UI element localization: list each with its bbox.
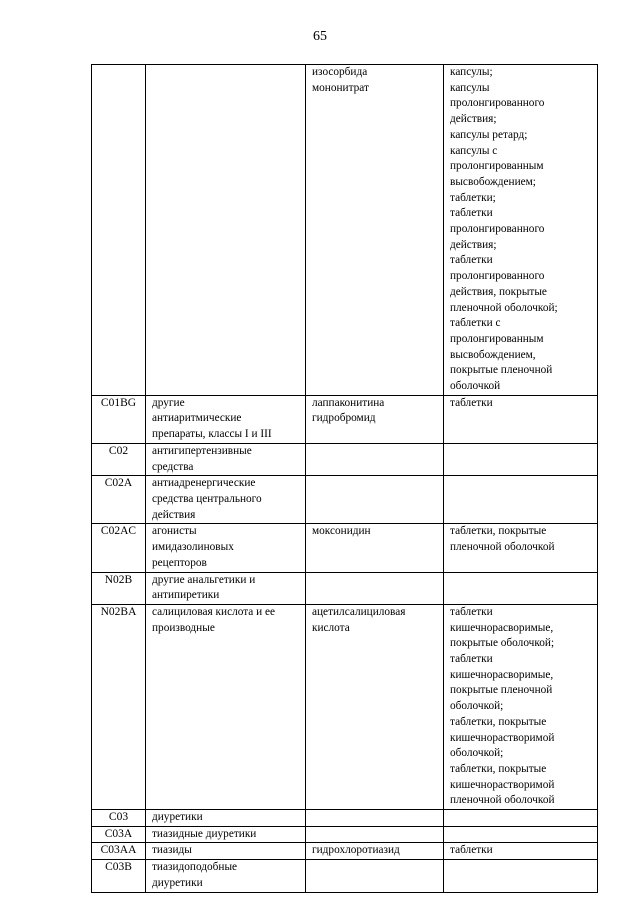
dosage-forms-line: таблетки: [450, 254, 493, 267]
drug-name-cell: [306, 476, 444, 524]
pharmacological-group-cell: [146, 810, 306, 827]
drug-name-line: мононитрат: [312, 81, 369, 94]
dosage-forms-line: пленочной оболочкой;: [450, 301, 558, 314]
atc-code-cell: C03: [92, 810, 146, 827]
dosage-forms-line: таблетки;: [450, 191, 496, 204]
pharmacological-group-line: антигипертензивные: [152, 444, 252, 457]
drug-name-cell: [306, 524, 444, 572]
table-body: [92, 65, 598, 893]
pharmacological-group-line: агонисты: [152, 525, 197, 538]
dosage-forms-line: пролонгированного: [450, 97, 545, 110]
pharmacological-group-cell: [146, 604, 306, 809]
pharmacological-group-line: тиазиды: [152, 844, 192, 857]
drug-name-cell: [306, 604, 444, 809]
drug-name-cell: [306, 572, 444, 604]
table-row: [92, 572, 598, 604]
drug-name-cell: [306, 395, 444, 443]
dosage-forms-line: пленочной оболочкой: [450, 794, 555, 807]
pharmacological-group-line: диуретики: [152, 876, 203, 889]
pharmacological-group-cell: [146, 860, 306, 892]
atc-code-cell: N02BA: [92, 604, 146, 809]
drug-name-line: лаппаконитина: [312, 396, 385, 409]
pharmacological-group-line: антиаритмические: [152, 412, 242, 425]
dosage-forms-line: пленочной оболочкой: [450, 541, 555, 554]
dosage-forms-line: таблетки: [450, 653, 493, 666]
dosage-forms-line: капсулы ретард;: [450, 128, 528, 141]
drug-name-cell: [306, 65, 444, 396]
drug-name-line: гидрохлоротиазид: [312, 844, 400, 857]
atc-code-cell: C03B: [92, 860, 146, 892]
dosage-forms-line: таблетки, покрытые: [450, 762, 547, 775]
dosage-forms-cell: [444, 826, 598, 843]
dosage-forms-cell: [444, 524, 598, 572]
drug-name-line: изосорбида: [312, 66, 368, 78]
dosage-forms-line: пролонгированным: [450, 160, 544, 173]
table-row: [92, 524, 598, 572]
dosage-forms-line: покрытые оболочкой;: [450, 637, 555, 650]
dosage-forms-line: пролонгированного: [450, 223, 545, 236]
pharmacological-group-line: другие анальгетики и: [152, 573, 256, 586]
dosage-forms-line: таблетки: [450, 844, 493, 857]
pharmacological-group-line: диуретики: [152, 811, 203, 824]
table-row: [92, 395, 598, 443]
dosage-forms-line: действия, покрытые: [450, 285, 547, 298]
pharmacological-group-cell: [146, 395, 306, 443]
table-row: [92, 604, 598, 809]
dosage-forms-line: действия;: [450, 238, 497, 251]
drug-name-cell: [306, 843, 444, 860]
dosage-forms-line: таблетки, покрытые: [450, 715, 547, 728]
dosage-forms-cell: [444, 476, 598, 524]
dosage-forms-cell: [444, 860, 598, 892]
dosage-forms-cell: [444, 810, 598, 827]
pharmacological-group-line: средства центрального: [152, 492, 262, 505]
pharmacological-group-line: антипиретики: [152, 589, 220, 602]
pharmacological-group-cell: [146, 572, 306, 604]
dosage-forms-line: кишечнорасворимые,: [450, 668, 554, 681]
drug-name-cell: [306, 826, 444, 843]
dosage-forms-line: капсулы с: [450, 144, 498, 157]
pharmacological-group-line: препараты, классы I и III: [152, 428, 272, 441]
pharmacological-group-line: антиадренергические: [152, 477, 256, 490]
dosage-forms-line: оболочкой;: [450, 700, 504, 713]
pharmacological-group-cell: [146, 826, 306, 843]
atc-code-cell: N02B: [92, 572, 146, 604]
dosage-forms-line: кишечнорастворимой: [450, 731, 555, 744]
atc-code-cell: C03AA: [92, 843, 146, 860]
pharmacological-group-cell: [146, 476, 306, 524]
pharmacological-group-cell: [146, 443, 306, 475]
dosage-forms-line: покрытые пленочной: [450, 684, 553, 697]
drug-name-line: моксонидин: [312, 525, 371, 538]
table-row: [92, 826, 598, 843]
page-number: 65: [313, 29, 327, 44]
drug-name-cell: [306, 443, 444, 475]
dosage-forms-line: кишечнорасворимые,: [450, 621, 554, 634]
atc-code-cell: C02AC: [92, 524, 146, 572]
dosage-forms-line: высвобождением,: [450, 348, 536, 361]
atc-code-cell: C02A: [92, 476, 146, 524]
dosage-forms-line: высвобождением;: [450, 175, 536, 188]
table-row: [92, 843, 598, 860]
dosage-forms-line: кишечнорастворимой: [450, 778, 555, 791]
drug-name-line: кислота: [312, 621, 350, 634]
drug-name-line: ацетилсалициловая: [312, 605, 406, 618]
pharmacological-group-line: другие: [152, 396, 185, 409]
drug-name-line: гидробромид: [312, 412, 376, 425]
drug-name-cell: [306, 860, 444, 892]
drug-name-cell: [306, 810, 444, 827]
atc-code-cell: C01BG: [92, 395, 146, 443]
table-row: [92, 860, 598, 892]
drug-classification-table: [91, 64, 598, 893]
atc-code-cell: C03A: [92, 826, 146, 843]
dosage-forms-line: пролонгированным: [450, 332, 544, 345]
pharmacological-group-line: средства: [152, 460, 194, 473]
dosage-forms-line: таблетки: [450, 396, 493, 409]
pharmacological-group-cell: [146, 65, 306, 396]
dosage-forms-line: действия;: [450, 113, 497, 126]
dosage-forms-line: оболочкой: [450, 380, 501, 393]
atc-code-cell: [92, 65, 146, 396]
pharmacological-group-line: тиазидоподобные: [152, 861, 238, 874]
dosage-forms-cell: [444, 572, 598, 604]
dosage-forms-line: пролонгированного: [450, 270, 545, 283]
pharmacological-group-line: салициловая кислота и ее: [152, 605, 276, 618]
dosage-forms-line: покрытые пленочной: [450, 364, 553, 377]
table-row: [92, 476, 598, 524]
pharmacological-group-line: рецепторов: [152, 556, 207, 569]
table-row: [92, 810, 598, 827]
pharmacological-group-line: производные: [152, 621, 215, 634]
pharmacological-group-line: действия: [152, 508, 196, 521]
dosage-forms-cell: [444, 604, 598, 809]
dosage-forms-line: капсулы;: [450, 66, 493, 78]
dosage-forms-line: капсулы: [450, 81, 490, 94]
dosage-forms-cell: [444, 65, 598, 396]
dosage-forms-line: таблетки: [450, 605, 493, 618]
pharmacological-group-line: тиазидные диуретики: [152, 827, 257, 840]
dosage-forms-cell: [444, 443, 598, 475]
atc-code-cell: C02: [92, 443, 146, 475]
dosage-forms-line: таблетки, покрытые: [450, 525, 547, 538]
pharmacological-group-cell: [146, 843, 306, 860]
dosage-forms-line: оболочкой;: [450, 747, 504, 760]
dosage-forms-cell: [444, 843, 598, 860]
table-row: [92, 443, 598, 475]
pharmacological-group-cell: [146, 524, 306, 572]
pharmacological-group-line: имидазолиновых: [152, 541, 234, 554]
dosage-forms-line: таблетки: [450, 207, 493, 220]
table-row: [92, 65, 598, 396]
dosage-forms-line: таблетки с: [450, 317, 501, 330]
dosage-forms-cell: [444, 395, 598, 443]
